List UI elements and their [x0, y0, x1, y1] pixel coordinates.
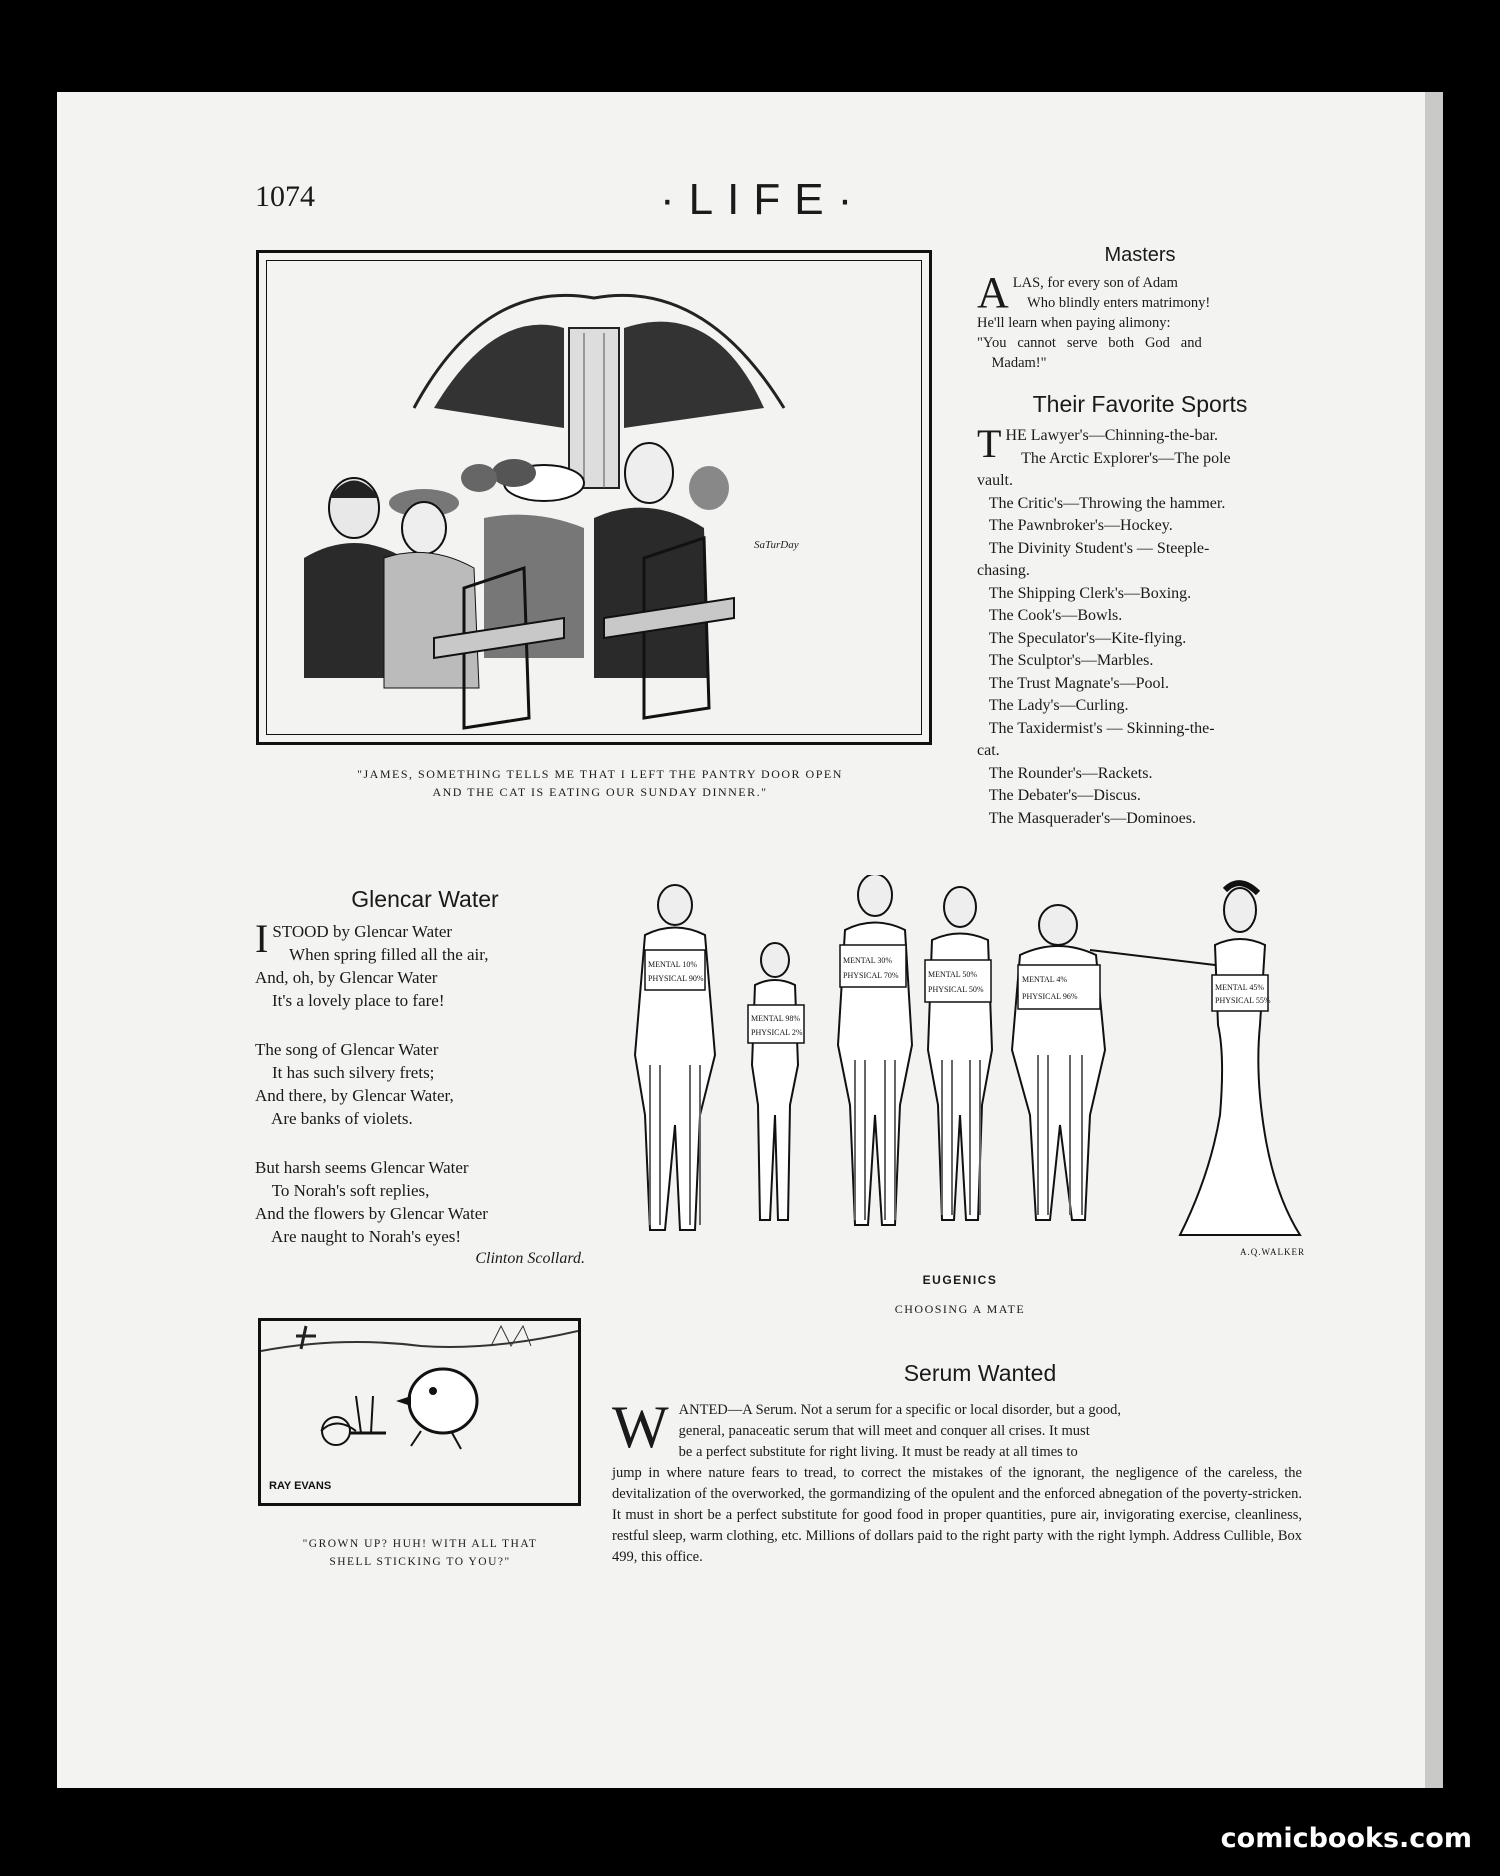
- sports-item: The Divinity Student's — Steeple-: [977, 539, 1210, 557]
- sports-item: The Shipping Clerk's—Boxing.: [977, 584, 1192, 602]
- church-cartoon-caption-line2: AND THE CAT IS EATING OUR SUNDAY DINNER.": [432, 785, 768, 799]
- sign-1-mental: MENTAL 10%: [648, 960, 698, 969]
- sports-item: chasing.: [977, 562, 1030, 579]
- serum-title: Serum Wanted: [903, 1360, 1057, 1386]
- glencar-line: STOOD by Glencar Water: [272, 922, 453, 941]
- suitor-figure-1: [635, 885, 715, 1230]
- serum-line2: general, panaceatic serum that will meet and conquer all crises. It must: [678, 1423, 1090, 1439]
- glencar-poem: [255, 916, 585, 1268]
- sports-item: The Masquerader's—Dominoes.: [977, 809, 1196, 827]
- glencar-line: When spring filled all the air,: [272, 945, 489, 964]
- sports-item: The Debater's—Discus.: [977, 787, 1141, 804]
- masters-line-3: He'll learn when paying alimony:: [977, 315, 1171, 331]
- sports-item: cat.: [977, 742, 1000, 759]
- glencar-line: And, oh, by Glencar Water: [255, 968, 438, 987]
- suitor-figure-2: [751, 943, 801, 1220]
- serum-dropcap: W: [612, 1394, 669, 1460]
- glencar-line: It's a lovely place to fare!: [255, 991, 445, 1010]
- sign-2-mental: MENTAL 98%: [751, 1014, 801, 1023]
- sports-item: The Sculptor's—Marbles.: [977, 652, 1154, 669]
- sports-item: The Pawnbroker's—Hockey.: [977, 517, 1173, 534]
- sign-4-mental: MENTAL 50%: [928, 970, 978, 979]
- sports-list: [977, 421, 1307, 830]
- glencar-title: Glencar Water: [351, 886, 499, 912]
- sign-3-mental: MENTAL 30%: [843, 956, 893, 965]
- glencar-dropcap: I: [255, 916, 269, 961]
- page-number: 1074: [255, 180, 315, 213]
- glencar-line: Are naught to Norah's eyes!: [255, 1227, 462, 1246]
- sports-item: The Critic's—Throwing the hammer.: [977, 494, 1226, 512]
- sign-6: [1212, 975, 1268, 1011]
- sign-5-mental: MENTAL 4%: [1022, 975, 1068, 984]
- masters-line-5: Madam!": [977, 355, 1047, 371]
- church-cartoon-illustration: [264, 258, 924, 736]
- sign-4-physical: PHYSICAL 50%: [928, 985, 984, 994]
- sports-item: The Speculator's—Kite-flying.: [977, 629, 1187, 647]
- masters-line-1: LAS, for every son of Adam: [1012, 275, 1178, 291]
- sign-6-mental: MENTAL 45%: [1215, 983, 1265, 992]
- glencar-line: The song of Glencar Water: [255, 1040, 439, 1059]
- sign-2: [748, 1005, 804, 1043]
- sign-1-physical: PHYSICAL 90%: [648, 974, 704, 983]
- svg-text:SaTurDay: SaTurDay: [754, 539, 799, 551]
- sign-1: [645, 950, 705, 990]
- facing-page-edge: [1425, 92, 1443, 1788]
- chick-cartoon-frame: [258, 1318, 581, 1506]
- masters-title: Masters: [1104, 244, 1176, 266]
- serum-line3: be a perfect substitute for right living. It must be ready at all times to: [678, 1444, 1078, 1460]
- glencar-line: But harsh seems Glencar Water: [255, 1158, 469, 1177]
- sign-2-physical: PHYSICAL 2%: [751, 1028, 803, 1037]
- sports-item: The Trust Magnate's—Pool.: [977, 674, 1169, 692]
- sports-dropcap: T: [977, 421, 1002, 466]
- sports-title: Their Favorite Sports: [1032, 391, 1248, 417]
- church-cartoon-caption-line1: "JAMES, SOMETHING TELLS ME THAT I LEFT THE PANTRY DOOR OPEN: [357, 767, 843, 781]
- sign-6-physical: PHYSICAL 55%: [1215, 996, 1271, 1005]
- eugenics-signature: A.Q.WALKER: [1240, 1247, 1305, 1257]
- sports-intro-line2: The Arctic Explorer's—The pole: [1005, 449, 1231, 467]
- sports-item: The Rounder's—Rackets.: [977, 764, 1153, 782]
- sign-3-physical: PHYSICAL 70%: [843, 971, 899, 980]
- church-cartoon-frame: [256, 250, 932, 745]
- chick-cartoon-caption-line1: "GROWN UP? HUH! WITH ALL THAT: [302, 1538, 538, 1550]
- sign-5-physical: PHYSICAL 96%: [1022, 992, 1078, 1001]
- sign-4: [925, 960, 991, 1002]
- suitor-figure-4: [928, 887, 992, 1220]
- masthead: ·LIFE·: [660, 175, 867, 224]
- suitor-figure-3: [838, 875, 912, 1225]
- glencar-line: And there, by Glencar Water,: [255, 1086, 454, 1105]
- eugenics-cartoon: [620, 875, 1350, 1275]
- sign-3: [840, 945, 906, 987]
- chick-cartoon-caption-line2: SHELL STICKING TO YOU?": [329, 1556, 511, 1568]
- sports-item: The Taxidermist's — Skinning-the-: [977, 719, 1215, 737]
- sports-item: vault.: [977, 472, 1013, 489]
- chick-cartoon-signature: RAY EVANS: [269, 1480, 332, 1492]
- woman-figure: [1090, 883, 1300, 1235]
- masters-line-4: "You cannot serve both God and: [977, 335, 1202, 351]
- sports-intro-line1: HE Lawyer's—Chinning-the-bar.: [1005, 427, 1219, 444]
- serum-line1: ANTED—A Serum. Not a serum for a specific or local disorder, but a good,: [678, 1402, 1122, 1418]
- glencar-line: And the flowers by Glencar Water: [255, 1204, 488, 1223]
- masters-dropcap: A: [977, 268, 1009, 317]
- chick-cartoon-illustration: [261, 1321, 578, 1503]
- serum-article: [612, 1394, 1302, 1568]
- sports-item: The Cook's—Bowls.: [977, 607, 1123, 624]
- glencar-line: To Norah's soft replies,: [255, 1181, 430, 1200]
- sports-item: The Lady's—Curling.: [977, 697, 1129, 714]
- glencar-author: Clinton Scollard.: [475, 1250, 585, 1267]
- eugenics-subtitle: CHOOSING A MATE: [894, 1302, 1026, 1316]
- sign-5: [1018, 965, 1100, 1009]
- glencar-line: It has such silvery frets;: [255, 1063, 435, 1082]
- glencar-line: Are banks of violets.: [255, 1109, 413, 1128]
- masters-poem: [977, 268, 1307, 373]
- serum-body: jump in where nature fears to tread, to correct the mistakes of the ignorant, the negligence of the careless, the devitalization of the overworked, the gormandizing of the opulent and the enforced abnegation of the poverty-stricken. It must in short be a perfect substitute for good food in proper quantities, pure air, invigorating exercise, cleanliness, restful sleep, warm clothing, etc. Millions of dollars paid to the right party with the right lymph. Address Cullible, Box 499, this office.: [612, 1465, 1302, 1565]
- watermark: comicbooks.com: [1220, 1823, 1472, 1854]
- suitor-figure-5: [1012, 905, 1105, 1220]
- masters-line-2: Who blindly enters matrimony!: [1012, 295, 1211, 311]
- eugenics-title: EUGENICS: [922, 1273, 998, 1287]
